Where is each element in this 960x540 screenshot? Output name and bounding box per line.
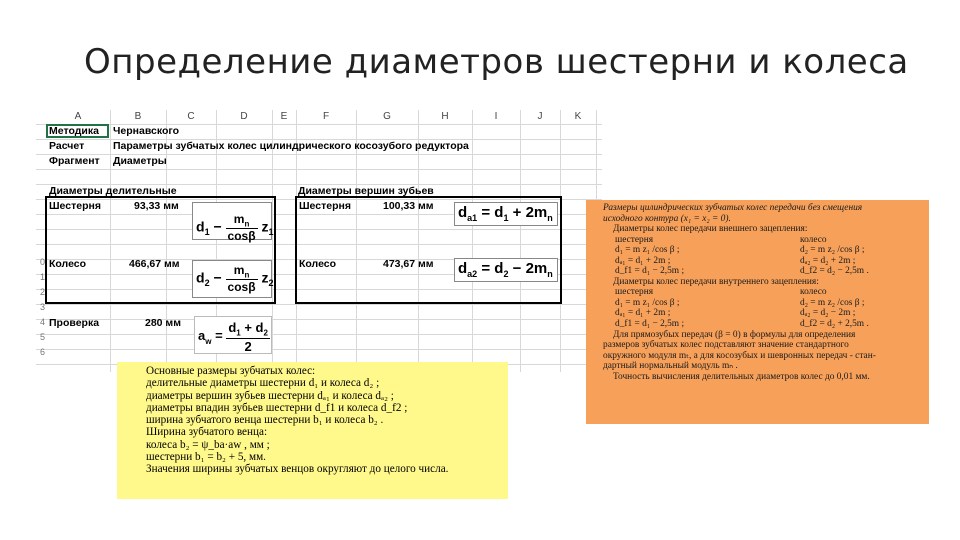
cell-pitch-header[interactable]: Диаметры делительные	[49, 185, 177, 197]
formula-subscript: 1	[236, 328, 241, 338]
formula-subscript: w	[205, 336, 212, 346]
note-heading: Диаметры колес передачи внешнего зацепления:	[613, 224, 808, 235]
formula-text: + 2m	[508, 204, 548, 221]
formula-left: d₁ = m z₁ /cos β ;	[615, 245, 680, 256]
formula-tip-pinion[interactable]	[454, 202, 558, 226]
formula-left: dₐ₁ = d₁ + 2m ;	[615, 308, 671, 319]
column-header-a[interactable]: A	[74, 111, 82, 122]
col-pinion: шестерня	[615, 234, 654, 245]
formula-subscript: a1	[467, 213, 478, 223]
formula-subscript: n	[547, 213, 553, 223]
formula-subscript: 2	[263, 328, 268, 338]
formula-symbol: d	[458, 204, 468, 221]
note-line: диаметры впадин зубьев шестерни d_f1 и колеса d_f2 ;	[146, 401, 408, 414]
formula-left: dₐ₁ = d₁ + 2m ;	[615, 255, 671, 266]
note-line: исходного контура (x₁ = x₂ = 0).	[603, 213, 731, 224]
note-line: Размеры цилиндрических зубчатых колес передачи без смещения	[603, 203, 863, 213]
column-header-g[interactable]: G	[383, 111, 391, 122]
formula-pitch-wheel[interactable]	[192, 260, 272, 298]
formula-subscript: n	[547, 269, 553, 279]
note-line: Значения ширины зубчатых венцов округляют до целого числа.	[146, 463, 449, 476]
yellow-note	[117, 362, 508, 499]
formula-subscript: a2	[467, 269, 478, 279]
row-number: 0	[39, 257, 45, 267]
formula-subscript: 2	[204, 278, 210, 289]
note-line: делительные диаметры шестерни d₁ и колеса d₂ ;	[146, 377, 380, 390]
formula-denominator: cosβ	[227, 229, 256, 244]
note-line: ширина зубчатого венца шестерни b₁ и колеса b₂ .	[146, 414, 384, 427]
column-header-f[interactable]: F	[322, 111, 330, 122]
formula-left: d₁ = m z₁ /cos β ;	[615, 297, 680, 308]
slide-title: Определение диаметров шестерни и колеса	[84, 42, 909, 82]
formula-symbol: d	[196, 269, 205, 286]
column-header-e[interactable]: E	[280, 111, 288, 122]
cell-pinion-label[interactable]: Шестерня	[49, 200, 101, 212]
note-line: Точность вычисления делительных диаметров колес до 0,01 мм.	[613, 371, 870, 382]
note-line: диаметры вершин зубьев шестерни dₐ₁ и колеса dₐ₂ ;	[146, 389, 394, 402]
row-number: 3	[39, 302, 45, 312]
formula-right: d₂ = m z₂ /cos β ;	[800, 245, 865, 256]
cell-pinion-value[interactable]: 93,33 мм	[134, 200, 179, 212]
column-header-c[interactable]: C	[187, 111, 195, 122]
cell-calc-value[interactable]: Параметры зубчатых колес цилиндрического косозубого редуктора	[113, 140, 469, 152]
row-number: 2	[39, 287, 45, 297]
formula-right: d_f2 = d₂ + 2,5m .	[800, 319, 869, 330]
formula-subscript: 1	[503, 213, 509, 223]
formula-subscript: 2	[503, 269, 509, 279]
column-header-d[interactable]: D	[240, 111, 248, 122]
cell-fragment-value[interactable]: Диаметры	[113, 155, 167, 167]
formula-operator: −	[213, 218, 222, 235]
formula-text: − 2m	[508, 260, 548, 277]
formula-symbol: d	[458, 260, 468, 277]
cell-calc-label[interactable]: Расчет	[49, 140, 85, 152]
formula-text: = d	[477, 260, 504, 277]
cell-check-label[interactable]: Проверка	[49, 317, 100, 329]
note-line: колеса b₂ = ψ_ba·aw , мм ;	[146, 438, 270, 451]
note-line: окружного модуля mₜ, а для косозубых и шевронных передач - стан-	[603, 350, 876, 361]
formula-left: d_f1 = d₁ − 2,5m ;	[615, 319, 685, 330]
row-number: 1	[39, 272, 45, 282]
column-header-j[interactable]: J	[537, 111, 543, 122]
column-header-h[interactable]: H	[441, 111, 449, 122]
formula-text: = d	[477, 204, 504, 221]
column-header-i[interactable]: I	[494, 111, 498, 122]
column-header-k[interactable]: K	[574, 111, 582, 122]
cell-tip-pinion-label[interactable]: Шестерня	[299, 200, 351, 212]
formula-numerator: m	[233, 263, 245, 277]
cell-method-value[interactable]: Чернавского	[113, 125, 180, 137]
note-line: дартный нормальный модуль mₙ .	[603, 361, 738, 372]
formula-right: dₐ₂ = d₂ + 2m ;	[800, 255, 856, 266]
formula-numerator: d	[228, 320, 237, 335]
formula-symbol: a	[198, 328, 206, 344]
row-number: 4	[39, 317, 45, 327]
col-wheel: колесо	[800, 234, 827, 245]
formula-tip-wheel[interactable]	[454, 258, 558, 282]
formula-subscript: n	[244, 270, 250, 280]
note-line: Для прямозубых передач (β = 0) в формулы для определения	[613, 329, 856, 340]
cell-tip-wheel-value[interactable]: 473,67 мм	[383, 258, 434, 270]
formula-denominator: cosβ	[227, 280, 256, 295]
formula-operator: =	[215, 328, 223, 344]
note-line: Основные размеры зубчатых колес:	[146, 365, 316, 377]
note-line: шестерни b₁ = b₂ + 5, мм.	[146, 451, 266, 464]
col-wheel: колесо	[800, 287, 827, 298]
note-line: Ширина зубчатого венца:	[146, 426, 268, 439]
formula-subscript: 1	[268, 227, 274, 238]
note-line: размеров зубчатых колес подставляют значение стандартного	[603, 340, 849, 351]
formula-denominator: 2	[244, 338, 252, 354]
formula-left: d_f1 = d₁ − 2,5m ;	[615, 266, 685, 277]
formula-symbol: d	[196, 218, 205, 235]
cell-tip-header[interactable]: Диаметры вершин зубьев	[298, 185, 434, 197]
cell-check-value[interactable]: 280 мм	[145, 317, 181, 329]
formula-right: d₂ = m z₂ /cos β ;	[800, 297, 865, 308]
cell-method-label[interactable]: Методика	[49, 125, 99, 137]
formula-subscript: 2	[268, 278, 274, 289]
formula-subscript: 1	[204, 227, 210, 238]
col-pinion: шестерня	[615, 287, 654, 298]
orange-note	[586, 200, 929, 424]
formula-right: dₐ₂ = d₂ − 2m ;	[800, 308, 856, 319]
cell-tip-wheel-label[interactable]: Колесо	[299, 258, 337, 270]
formula-text: + d	[240, 320, 264, 335]
spreadsheet	[36, 110, 602, 372]
cell-tip-pinion-value[interactable]: 100,33 мм	[383, 200, 434, 212]
formula-subscript: n	[244, 219, 250, 229]
note-heading: Диаметры колес передачи внутреннего зацепления:	[613, 276, 819, 287]
formula-pitch-pinion[interactable]	[192, 202, 274, 244]
formula-symbol: z	[261, 269, 269, 286]
formula-right: d_f2 = d₂ − 2,5m .	[800, 266, 869, 277]
cell-wheel-label[interactable]: Колесо	[49, 258, 87, 270]
formula-operator: −	[213, 269, 222, 286]
cell-fragment-label[interactable]: Фрагмент	[49, 155, 100, 167]
row-number: 6	[39, 347, 45, 357]
formula-symbol: z	[261, 218, 269, 235]
cell-wheel-value[interactable]: 466,67 мм	[129, 258, 180, 270]
formula-center-distance[interactable]	[194, 316, 272, 354]
column-header-b[interactable]: B	[134, 111, 142, 122]
formula-numerator: m	[233, 212, 245, 226]
row-number: 5	[39, 332, 45, 342]
